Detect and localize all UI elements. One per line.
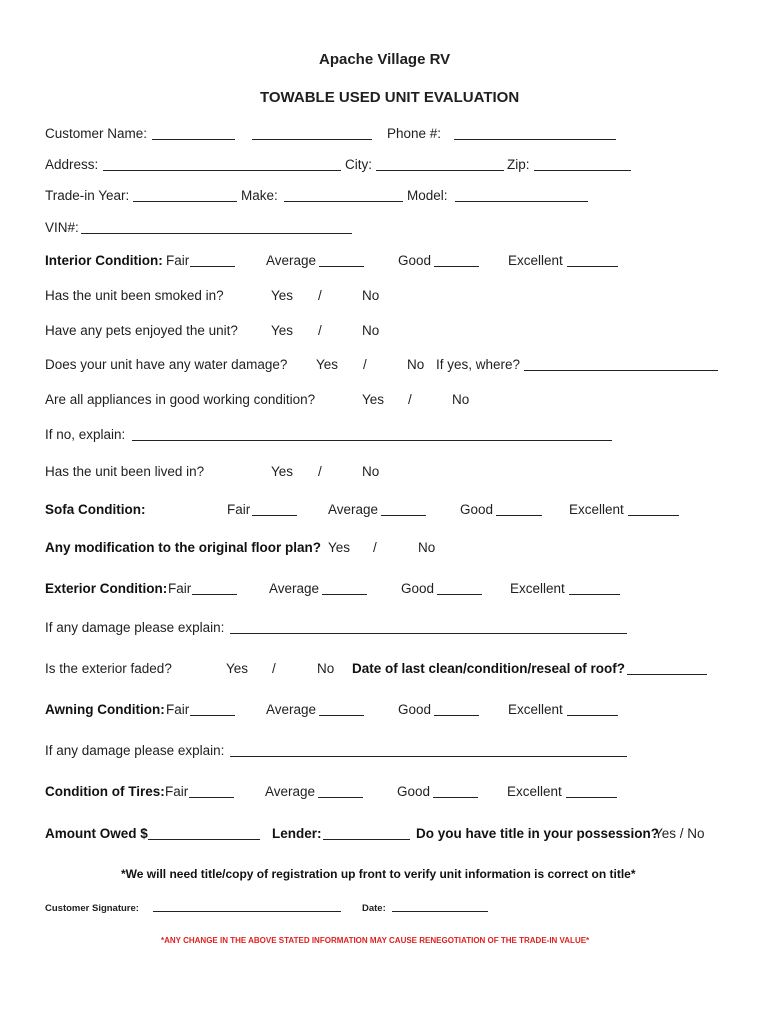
sofa-excellent-label: Excellent	[569, 502, 624, 517]
date-field[interactable]	[392, 911, 488, 912]
lender-label: Lender:	[272, 826, 322, 841]
awning-damage-label: If any damage please explain:	[45, 743, 225, 758]
awning-excellent-field[interactable]	[567, 715, 618, 716]
water-damage-question: Does your unit have any water damage?	[45, 357, 288, 372]
floor-plan-slash: /	[373, 540, 377, 555]
awning-good-field[interactable]	[434, 715, 479, 716]
tires-good-label: Good	[397, 784, 431, 799]
customer-first-name-field[interactable]	[152, 139, 235, 140]
appliances-explain-field[interactable]	[132, 440, 612, 441]
pets-no-option[interactable]: No	[362, 323, 380, 338]
interior-excellent-label: Excellent	[508, 253, 563, 268]
exterior-excellent-label: Excellent	[510, 581, 565, 596]
customer-signature-label: Customer Signature:	[45, 903, 139, 914]
city-label: City:	[345, 157, 372, 172]
sofa-average-field[interactable]	[381, 515, 426, 516]
zip-label: Zip:	[507, 157, 530, 172]
faded-no-option[interactable]: No	[317, 661, 335, 676]
appliances-slash: /	[408, 392, 412, 407]
appliances-yes-option[interactable]: Yes	[362, 392, 385, 407]
water-no-option[interactable]: No	[407, 357, 425, 372]
faded-slash: /	[272, 661, 276, 676]
smoked-yes-option[interactable]: Yes	[271, 288, 294, 303]
appliances-explain-label: If no, explain:	[45, 427, 126, 442]
exterior-excellent-field[interactable]	[569, 594, 620, 595]
tires-average-field[interactable]	[318, 797, 363, 798]
exterior-good-field[interactable]	[437, 594, 482, 595]
tires-excellent-label: Excellent	[507, 784, 562, 799]
address-field[interactable]	[103, 170, 341, 171]
smoked-no-option[interactable]: No	[362, 288, 380, 303]
exterior-condition-label: Exterior Condition:	[45, 581, 168, 596]
exterior-good-label: Good	[401, 581, 435, 596]
tires-good-field[interactable]	[433, 797, 478, 798]
tires-fair-field[interactable]	[189, 797, 234, 798]
smoked-slash: /	[318, 288, 322, 303]
tires-fair-label: Fair	[165, 784, 189, 799]
form-title: TOWABLE USED UNIT EVALUATION	[260, 89, 520, 106]
awning-fair-label: Fair	[166, 702, 190, 717]
amount-owed-field[interactable]	[148, 839, 260, 840]
sofa-fair-label: Fair	[227, 502, 251, 517]
exterior-average-field[interactable]	[322, 594, 367, 595]
water-where-field[interactable]	[524, 370, 718, 371]
interior-excellent-field[interactable]	[567, 266, 618, 267]
pets-yes-option[interactable]: Yes	[271, 323, 294, 338]
awning-excellent-label: Excellent	[508, 702, 563, 717]
title-notice: *We will need title/copy of registration up front to verify unit information is correct on title*	[121, 867, 636, 881]
interior-fair-field[interactable]	[190, 266, 235, 267]
water-yes-option[interactable]: Yes	[316, 357, 339, 372]
renegotiation-warning: *ANY CHANGE IN THE ABOVE STATED INFORMATION MAY CAUSE RENEGOTIATION OF THE TRADE-IN VALUE*	[161, 936, 590, 945]
faded-yes-option[interactable]: Yes	[226, 661, 249, 676]
awning-damage-field[interactable]	[230, 756, 627, 757]
tires-average-label: Average	[265, 784, 316, 799]
floor-plan-question: Any modification to the original floor plan?	[45, 540, 321, 555]
roof-reseal-question: Date of last clean/condition/reseal of roof?	[352, 661, 626, 676]
model-field[interactable]	[455, 201, 588, 202]
appliances-no-option[interactable]: No	[452, 392, 470, 407]
title-possession-question: Do you have title in your possession?	[416, 826, 660, 841]
title-yes-no-options[interactable]: Yes / No	[654, 826, 705, 841]
faded-question: Is the exterior faded?	[45, 661, 172, 676]
make-field[interactable]	[284, 201, 403, 202]
floor-plan-no-option[interactable]: No	[418, 540, 436, 555]
exterior-damage-field[interactable]	[230, 633, 627, 634]
sofa-fair-field[interactable]	[252, 515, 297, 516]
exterior-damage-label: If any damage please explain:	[45, 620, 225, 635]
sofa-good-field[interactable]	[496, 515, 542, 516]
awning-average-label: Average	[266, 702, 317, 717]
vin-label: VIN#:	[45, 220, 79, 235]
customer-last-name-field[interactable]	[252, 139, 372, 140]
phone-label: Phone #:	[387, 126, 442, 141]
make-label: Make:	[241, 188, 278, 203]
tires-excellent-field[interactable]	[566, 797, 617, 798]
smoked-question: Has the unit been smoked in?	[45, 288, 224, 303]
model-label: Model:	[407, 188, 448, 203]
sofa-good-label: Good	[460, 502, 494, 517]
awning-average-field[interactable]	[319, 715, 364, 716]
interior-good-label: Good	[398, 253, 432, 268]
pets-slash: /	[318, 323, 322, 338]
sofa-condition-label: Sofa Condition:	[45, 502, 146, 517]
customer-name-label: Customer Name:	[45, 126, 148, 141]
interior-average-field[interactable]	[319, 266, 364, 267]
lived-in-yes-option[interactable]: Yes	[271, 464, 294, 479]
interior-fair-label: Fair	[166, 253, 190, 268]
tires-condition-label: Condition of Tires:	[45, 784, 165, 799]
sofa-average-label: Average	[328, 502, 379, 517]
water-where-label: If yes, where?	[436, 357, 521, 372]
awning-good-label: Good	[398, 702, 432, 717]
dealer-title: Apache Village RV	[319, 51, 451, 68]
roof-reseal-field[interactable]	[627, 674, 707, 675]
appliances-question: Are all appliances in good working condition?	[45, 392, 316, 407]
city-field[interactable]	[376, 170, 504, 171]
lived-in-no-option[interactable]: No	[362, 464, 380, 479]
awning-fair-field[interactable]	[190, 715, 235, 716]
lived-in-question: Has the unit been lived in?	[45, 464, 205, 479]
vin-field[interactable]	[81, 233, 352, 234]
sofa-excellent-field[interactable]	[628, 515, 679, 516]
date-label: Date:	[362, 903, 386, 914]
interior-good-field[interactable]	[434, 266, 479, 267]
trade-in-year-label: Trade-in Year:	[45, 188, 130, 203]
floor-plan-yes-option[interactable]: Yes	[328, 540, 351, 555]
customer-signature-field[interactable]	[153, 911, 341, 912]
lived-in-slash: /	[318, 464, 322, 479]
exterior-average-label: Average	[269, 581, 320, 596]
address-label: Address:	[45, 157, 99, 172]
lender-field[interactable]	[323, 839, 410, 840]
awning-condition-label: Awning Condition:	[45, 702, 165, 717]
pets-question: Have any pets enjoyed the unit?	[45, 323, 238, 338]
exterior-fair-label: Fair	[168, 581, 192, 596]
trade-in-year-field[interactable]	[133, 201, 237, 202]
phone-field[interactable]	[454, 139, 616, 140]
zip-field[interactable]	[534, 170, 631, 171]
interior-condition-label: Interior Condition:	[45, 253, 163, 268]
interior-average-label: Average	[266, 253, 317, 268]
amount-owed-label: Amount Owed $	[45, 826, 148, 841]
water-slash: /	[363, 357, 367, 372]
exterior-fair-field[interactable]	[192, 594, 237, 595]
